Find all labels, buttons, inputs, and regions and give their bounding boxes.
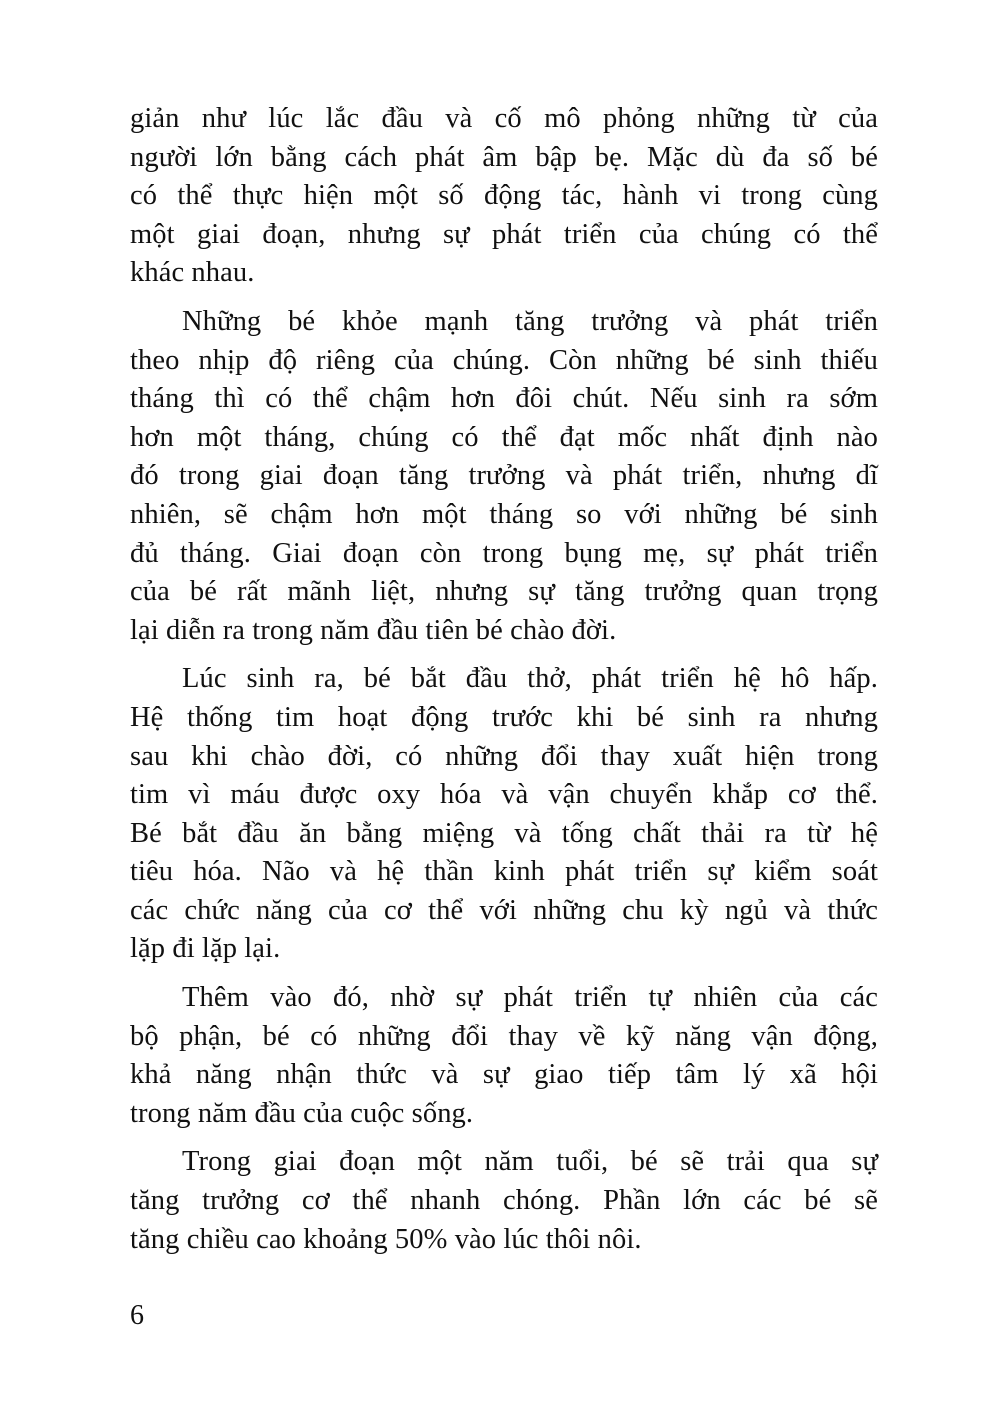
text-line: đủ tháng. Giai đoạn còn trong bụng mẹ, sự phát triển xyxy=(130,537,878,569)
text-line: giản như lúc lắc đầu và cố mô phỏng những từ của xyxy=(130,103,878,134)
text-line: tăng trưởng cơ thể nhanh chóng. Phần lớn các bé sẽ xyxy=(130,1185,878,1217)
text-line: lại diễn ra trong năm đầu tiên bé chào đời. xyxy=(130,614,617,646)
text-line: tháng thì có thể chậm hơn đôi chút. Nếu sinh ra sớm xyxy=(130,383,878,415)
text-line: có thể thực hiện một số động tác, hành vi trong cùng xyxy=(130,180,878,212)
text-line: tiêu hóa. Não và hệ thần kinh phát triển sự kiểm soát xyxy=(130,856,878,888)
text-line: lặp đi lặp lại. xyxy=(130,933,281,965)
page-body xyxy=(130,100,878,1269)
text-line: trong năm đầu của cuộc sống. xyxy=(130,1097,474,1129)
text-line: Những bé khỏe mạnh tăng trưởng và phát triển xyxy=(182,305,878,337)
text-line: hơn một tháng, chúng có thể đạt mốc nhất định nào xyxy=(130,421,878,453)
text-line: bộ phận, bé có những đổi thay về kỹ năng vận động, xyxy=(130,1020,878,1052)
text-line: Bé bắt đầu ăn bằng miệng và tống chất thải ra từ hệ xyxy=(130,817,878,849)
paragraph-3 xyxy=(130,660,878,969)
text-line: sau khi chào đời, có những đổi thay xuất hiện trong xyxy=(130,740,878,772)
text-line: Hệ thống tim hoạt động trước khi bé sinh ra nhưng xyxy=(130,701,878,733)
paragraph-5 xyxy=(130,1143,878,1259)
text-line: tim vì máu được oxy hóa và vận chuyển khắp cơ thể. xyxy=(130,779,878,811)
text-line: Thêm vào đó, nhờ sự phát triển tự nhiên của các xyxy=(182,982,878,1014)
text-line: người lớn bằng cách phát âm bập bẹ. Mặc dù đa số bé xyxy=(130,141,878,173)
text-line: Lúc sinh ra, bé bắt đầu thở, phát triển hệ hô hấp. xyxy=(182,663,878,695)
text-line: đó trong giai đoạn tăng trưởng và phát triển, nhưng dĩ xyxy=(130,460,878,492)
text-line: của bé rất mãnh liệt, nhưng sự tăng trưởng quan trọng xyxy=(130,576,878,608)
text-line: khác nhau. xyxy=(130,257,255,289)
paragraph-1 xyxy=(130,100,878,293)
page-number: 6 xyxy=(130,1300,144,1331)
text-line: Trong giai đoạn một năm tuổi, bé sẽ trải qua sự xyxy=(182,1146,878,1178)
paragraph-4 xyxy=(130,979,878,1133)
text-line: khả năng nhận thức và sự giao tiếp tâm lý xã hội xyxy=(130,1059,878,1091)
text-line: nhiên, sẽ chậm hơn một tháng so với những bé sinh xyxy=(130,498,878,530)
paragraph-2 xyxy=(130,303,878,650)
text-line: các chức năng của cơ thể với những chu kỳ ngủ và thức xyxy=(130,894,878,926)
text-line: theo nhịp độ riêng của chúng. Còn những bé sinh thiếu xyxy=(130,344,878,376)
text-line: tăng chiều cao khoảng 50% vào lúc thôi nôi. xyxy=(130,1223,642,1255)
text-line: một giai đoạn, nhưng sự phát triển của chúng có thể xyxy=(130,218,878,250)
